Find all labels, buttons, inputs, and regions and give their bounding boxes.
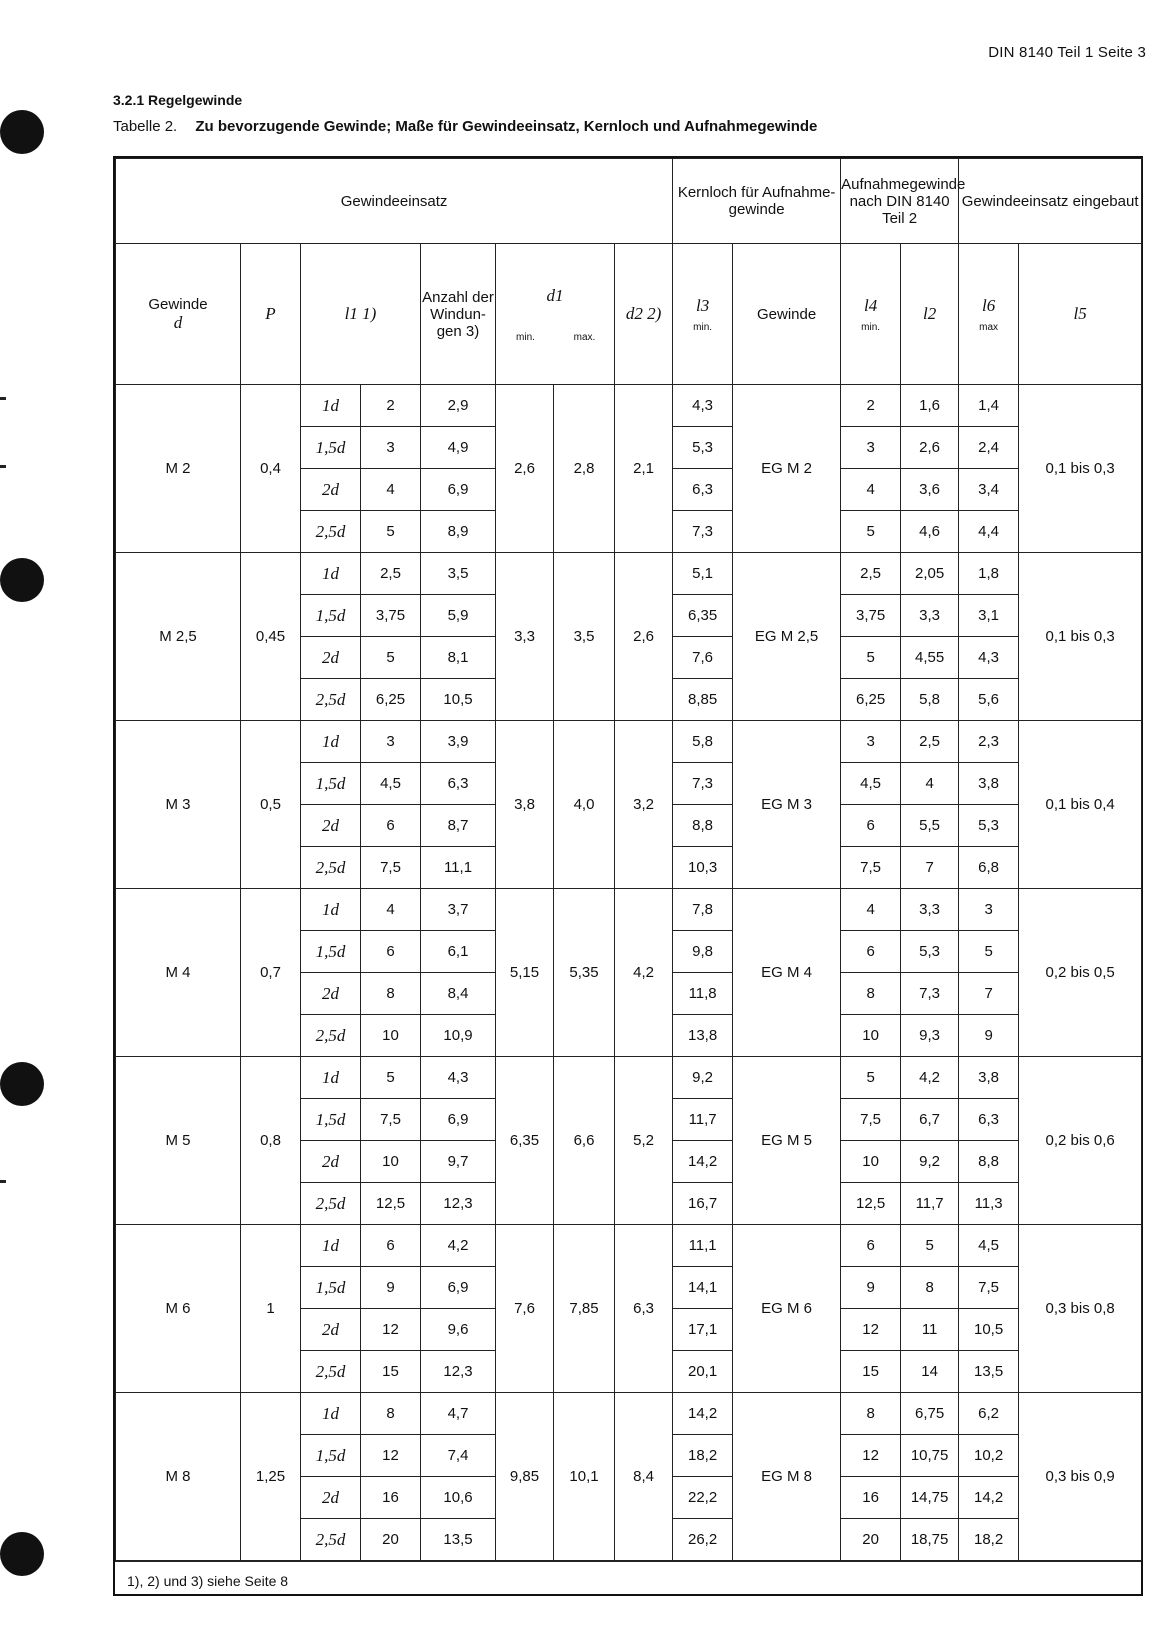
- l4-cell: 4,5: [841, 763, 901, 805]
- col-header-l2: l2: [901, 244, 959, 385]
- length-factor-cell: 2d: [301, 469, 361, 511]
- windungen-cell: 8,1: [421, 637, 496, 679]
- windungen-cell: 6,3: [421, 763, 496, 805]
- thread-size-cell: M 8: [116, 1393, 241, 1561]
- l6-cell: 13,5: [959, 1351, 1019, 1393]
- table-row: [116, 385, 1142, 427]
- thread-size-cell: M 2,5: [116, 553, 241, 721]
- l1-cell: 6: [361, 805, 421, 847]
- table-row: [116, 721, 1142, 763]
- col-header-gewinde: Gewinde d: [116, 244, 241, 385]
- l6-cell: 10,2: [959, 1435, 1019, 1477]
- d1-min-cell: 2,6: [496, 385, 554, 553]
- col-header-windungen: Anzahl der Windun-gen 3): [421, 244, 496, 385]
- l2-cell: 3,3: [901, 595, 959, 637]
- l1-cell: 15: [361, 1351, 421, 1393]
- length-factor-cell: 2d: [301, 1309, 361, 1351]
- windungen-cell: 8,7: [421, 805, 496, 847]
- windungen-cell: 6,1: [421, 931, 496, 973]
- l3-cell: 7,3: [673, 763, 733, 805]
- l4-cell: 15: [841, 1351, 901, 1393]
- windungen-cell: 7,4: [421, 1435, 496, 1477]
- l2-cell: 7: [901, 847, 959, 889]
- l1-cell: 4: [361, 469, 421, 511]
- windungen-cell: 12,3: [421, 1183, 496, 1225]
- l2-cell: 4,55: [901, 637, 959, 679]
- d1-max-cell: 6,6: [554, 1057, 615, 1225]
- l6-cell: 3,8: [959, 1057, 1019, 1099]
- l2-cell: 3,3: [901, 889, 959, 931]
- table-row: [116, 1225, 1142, 1267]
- windungen-cell: 4,3: [421, 1057, 496, 1099]
- d2-cell: 8,4: [615, 1393, 673, 1561]
- d2-cell: 2,1: [615, 385, 673, 553]
- d1-min-cell: 6,35: [496, 1057, 554, 1225]
- l4-cell: 3,75: [841, 595, 901, 637]
- l4-cell: 5: [841, 637, 901, 679]
- l3-cell: 10,3: [673, 847, 733, 889]
- l1-cell: 12: [361, 1435, 421, 1477]
- l6-cell: 5,3: [959, 805, 1019, 847]
- length-factor-cell: 2,5d: [301, 679, 361, 721]
- l6-cell: 5: [959, 931, 1019, 973]
- l4-cell: 5: [841, 1057, 901, 1099]
- receiving-thread-cell: EG M 5: [733, 1057, 841, 1225]
- l6-cell: 7,5: [959, 1267, 1019, 1309]
- table-row: [116, 889, 1142, 931]
- length-factor-cell: 1,5d: [301, 595, 361, 637]
- l1-cell: 2,5: [361, 553, 421, 595]
- l2-cell: 4,2: [901, 1057, 959, 1099]
- col-header-p: P: [241, 244, 301, 385]
- l4-cell: 20: [841, 1519, 901, 1561]
- d1-max-cell: 5,35: [554, 889, 615, 1057]
- col-header-l3: l3 min.: [673, 244, 733, 385]
- l6-cell: 3: [959, 889, 1019, 931]
- windungen-cell: 9,7: [421, 1141, 496, 1183]
- col-header-l1: l1 1): [301, 244, 421, 385]
- l1-cell: 4,5: [361, 763, 421, 805]
- windungen-cell: 3,9: [421, 721, 496, 763]
- l4-cell: 8: [841, 973, 901, 1015]
- l4-cell: 4: [841, 469, 901, 511]
- l1-cell: 16: [361, 1477, 421, 1519]
- l2-cell: 2,05: [901, 553, 959, 595]
- length-factor-cell: 2,5d: [301, 847, 361, 889]
- l5-cell: 0,2 bis 0,5: [1019, 889, 1142, 1057]
- windungen-cell: 8,4: [421, 973, 496, 1015]
- l5-cell: 0,1 bis 0,4: [1019, 721, 1142, 889]
- l6-cell: 11,3: [959, 1183, 1019, 1225]
- l3-cell: 11,8: [673, 973, 733, 1015]
- l1-cell: 10: [361, 1015, 421, 1057]
- l3-cell: 6,3: [673, 469, 733, 511]
- l4-cell: 10: [841, 1141, 901, 1183]
- l4-cell: 2,5: [841, 553, 901, 595]
- l3-cell: 6,35: [673, 595, 733, 637]
- l2-cell: 11,7: [901, 1183, 959, 1225]
- l4-cell: 6: [841, 1225, 901, 1267]
- d2-cell: 6,3: [615, 1225, 673, 1393]
- l3-cell: 13,8: [673, 1015, 733, 1057]
- l2-cell: 5,3: [901, 931, 959, 973]
- length-factor-cell: 1d: [301, 1393, 361, 1435]
- l2-cell: 6,7: [901, 1099, 959, 1141]
- margin-mark: [0, 397, 6, 400]
- length-factor-cell: 2d: [301, 973, 361, 1015]
- pitch-cell: 0,5: [241, 721, 301, 889]
- l6-cell: 8,8: [959, 1141, 1019, 1183]
- col-header-l5: l5: [1019, 244, 1142, 385]
- caption-title: Zu bevorzugende Gewinde; Maße für Gewindeeinsatz, Kernloch und Aufnahmegewinde: [195, 118, 818, 135]
- l6-cell: 3,1: [959, 595, 1019, 637]
- l1-cell: 2: [361, 385, 421, 427]
- receiving-thread-cell: EG M 2: [733, 385, 841, 553]
- windungen-cell: 10,5: [421, 679, 496, 721]
- punch-hole: [0, 110, 44, 154]
- length-factor-cell: 1,5d: [301, 763, 361, 805]
- windungen-cell: 11,1: [421, 847, 496, 889]
- thread-size-cell: M 5: [116, 1057, 241, 1225]
- l1-cell: 8: [361, 1393, 421, 1435]
- length-factor-cell: 2,5d: [301, 1351, 361, 1393]
- d2-cell: 3,2: [615, 721, 673, 889]
- l6-cell: 10,5: [959, 1309, 1019, 1351]
- punch-hole: [0, 558, 44, 602]
- pitch-cell: 0,8: [241, 1057, 301, 1225]
- l2-cell: 6,75: [901, 1393, 959, 1435]
- receiving-thread-cell: EG M 2,5: [733, 553, 841, 721]
- length-factor-cell: 1d: [301, 889, 361, 931]
- length-factor-cell: 2d: [301, 1141, 361, 1183]
- l1-cell: 12,5: [361, 1183, 421, 1225]
- length-factor-cell: 1d: [301, 721, 361, 763]
- l6-cell: 14,2: [959, 1477, 1019, 1519]
- l3-cell: 4,3: [673, 385, 733, 427]
- l1-cell: 6: [361, 1225, 421, 1267]
- l3-cell: 11,7: [673, 1099, 733, 1141]
- l2-cell: 18,75: [901, 1519, 959, 1561]
- l2-cell: 8: [901, 1267, 959, 1309]
- l4-cell: 5: [841, 511, 901, 553]
- l6-cell: 9: [959, 1015, 1019, 1057]
- l3-cell: 16,7: [673, 1183, 733, 1225]
- col-header-l6: l6 max: [959, 244, 1019, 385]
- table-row: [116, 1393, 1142, 1435]
- l4-cell: 9: [841, 1267, 901, 1309]
- l2-cell: 11: [901, 1309, 959, 1351]
- l1-cell: 6: [361, 931, 421, 973]
- receiving-thread-cell: EG M 6: [733, 1225, 841, 1393]
- pitch-cell: 0,4: [241, 385, 301, 553]
- windungen-cell: 10,6: [421, 1477, 496, 1519]
- windungen-cell: 9,6: [421, 1309, 496, 1351]
- length-factor-cell: 2d: [301, 637, 361, 679]
- l6-cell: 5,6: [959, 679, 1019, 721]
- l1-cell: 4: [361, 889, 421, 931]
- l6-cell: 4,4: [959, 511, 1019, 553]
- l4-cell: 4: [841, 889, 901, 931]
- l1-cell: 20: [361, 1519, 421, 1561]
- l3-cell: 9,8: [673, 931, 733, 973]
- l3-cell: 11,1: [673, 1225, 733, 1267]
- l4-cell: 7,5: [841, 847, 901, 889]
- length-factor-cell: 1d: [301, 553, 361, 595]
- l4-cell: 6: [841, 805, 901, 847]
- l2-cell: 2,6: [901, 427, 959, 469]
- receiving-thread-cell: EG M 4: [733, 889, 841, 1057]
- l2-cell: 3,6: [901, 469, 959, 511]
- l1-cell: 12: [361, 1309, 421, 1351]
- length-factor-cell: 1,5d: [301, 1435, 361, 1477]
- length-factor-cell: 1,5d: [301, 1099, 361, 1141]
- d1-max-cell: 3,5: [554, 553, 615, 721]
- l4-cell: 6,25: [841, 679, 901, 721]
- l4-cell: 8: [841, 1393, 901, 1435]
- l3-cell: 26,2: [673, 1519, 733, 1561]
- l6-cell: 4,3: [959, 637, 1019, 679]
- windungen-cell: 2,9: [421, 385, 496, 427]
- data-table-frame: [113, 156, 1143, 1596]
- l2-cell: 4: [901, 763, 959, 805]
- l4-cell: 6: [841, 931, 901, 973]
- l6-cell: 1,4: [959, 385, 1019, 427]
- l6-cell: 6,2: [959, 1393, 1019, 1435]
- length-factor-cell: 1d: [301, 1057, 361, 1099]
- length-factor-cell: 2,5d: [301, 1519, 361, 1561]
- d1-max-cell: 10,1: [554, 1393, 615, 1561]
- windungen-cell: 8,9: [421, 511, 496, 553]
- l3-cell: 17,1: [673, 1309, 733, 1351]
- l1-cell: 10: [361, 1141, 421, 1183]
- margin-mark: [0, 1180, 6, 1183]
- length-factor-cell: 1,5d: [301, 931, 361, 973]
- col-header-gewinde2: Gewinde: [733, 244, 841, 385]
- l6-cell: 6,3: [959, 1099, 1019, 1141]
- d2-cell: 5,2: [615, 1057, 673, 1225]
- d1-max-cell: 7,85: [554, 1225, 615, 1393]
- l2-cell: 9,3: [901, 1015, 959, 1057]
- pitch-cell: 1,25: [241, 1393, 301, 1561]
- l4-cell: 7,5: [841, 1099, 901, 1141]
- d1-min-cell: 5,15: [496, 889, 554, 1057]
- l1-cell: 9: [361, 1267, 421, 1309]
- l5-cell: 0,1 bis 0,3: [1019, 385, 1142, 553]
- length-factor-cell: 2,5d: [301, 1183, 361, 1225]
- windungen-cell: 4,2: [421, 1225, 496, 1267]
- thread-size-cell: M 2: [116, 385, 241, 553]
- length-factor-cell: 2d: [301, 805, 361, 847]
- l1-cell: 7,5: [361, 847, 421, 889]
- group-header-gewindeeinsatz: Gewindeeinsatz: [116, 159, 673, 244]
- windungen-cell: 13,5: [421, 1519, 496, 1561]
- section-title: 3.2.1 Regelgewinde: [113, 92, 243, 108]
- length-factor-cell: 2,5d: [301, 511, 361, 553]
- l2-cell: 14: [901, 1351, 959, 1393]
- l2-cell: 4,6: [901, 511, 959, 553]
- l6-cell: 3,4: [959, 469, 1019, 511]
- receiving-thread-cell: EG M 3: [733, 721, 841, 889]
- l4-cell: 12,5: [841, 1183, 901, 1225]
- l6-cell: 18,2: [959, 1519, 1019, 1561]
- l5-cell: 0,1 bis 0,3: [1019, 553, 1142, 721]
- windungen-cell: 10,9: [421, 1015, 496, 1057]
- l4-cell: 2: [841, 385, 901, 427]
- page-header: DIN 8140 Teil 1 Seite 3: [988, 44, 1146, 61]
- caption-label: Tabelle 2.: [113, 118, 178, 135]
- col-header-d1: d1 min. max.: [496, 244, 615, 385]
- length-factor-cell: 1,5d: [301, 1267, 361, 1309]
- group-header-kernloch: Kernloch für Aufnahme-gewinde: [673, 159, 841, 244]
- l2-cell: 10,75: [901, 1435, 959, 1477]
- l3-cell: 8,8: [673, 805, 733, 847]
- l6-cell: 6,8: [959, 847, 1019, 889]
- l3-cell: 5,3: [673, 427, 733, 469]
- l6-cell: 4,5: [959, 1225, 1019, 1267]
- l2-cell: 5,5: [901, 805, 959, 847]
- margin-mark: [0, 465, 6, 468]
- windungen-cell: 4,7: [421, 1393, 496, 1435]
- data-table: [115, 158, 1142, 1561]
- d1-max-cell: 2,8: [554, 385, 615, 553]
- l3-cell: 14,2: [673, 1393, 733, 1435]
- l6-cell: 2,4: [959, 427, 1019, 469]
- l1-cell: 3,75: [361, 595, 421, 637]
- windungen-cell: 6,9: [421, 469, 496, 511]
- l3-cell: 8,85: [673, 679, 733, 721]
- punch-hole: [0, 1062, 44, 1106]
- windungen-cell: 3,7: [421, 889, 496, 931]
- l2-cell: 7,3: [901, 973, 959, 1015]
- group-header-aufnahmegewinde: Aufnahmegewinde nach DIN 8140 Teil 2: [841, 159, 959, 244]
- l4-cell: 12: [841, 1309, 901, 1351]
- table-row: [116, 1057, 1142, 1099]
- l3-cell: 5,8: [673, 721, 733, 763]
- l2-cell: 9,2: [901, 1141, 959, 1183]
- windungen-cell: 6,9: [421, 1267, 496, 1309]
- l1-cell: 3: [361, 721, 421, 763]
- l1-cell: 5: [361, 511, 421, 553]
- l2-cell: 14,75: [901, 1477, 959, 1519]
- d2-cell: 2,6: [615, 553, 673, 721]
- length-factor-cell: 1,5d: [301, 427, 361, 469]
- d1-min-cell: 7,6: [496, 1225, 554, 1393]
- l2-cell: 2,5: [901, 721, 959, 763]
- thread-size-cell: M 4: [116, 889, 241, 1057]
- length-factor-cell: 1d: [301, 385, 361, 427]
- pitch-cell: 0,45: [241, 553, 301, 721]
- l2-cell: 5,8: [901, 679, 959, 721]
- d1-min-cell: 3,3: [496, 553, 554, 721]
- windungen-cell: 12,3: [421, 1351, 496, 1393]
- l3-cell: 22,2: [673, 1477, 733, 1519]
- l3-cell: 14,1: [673, 1267, 733, 1309]
- l1-cell: 6,25: [361, 679, 421, 721]
- length-factor-cell: 1d: [301, 1225, 361, 1267]
- thread-size-cell: M 6: [116, 1225, 241, 1393]
- l1-cell: 5: [361, 1057, 421, 1099]
- l2-cell: 1,6: [901, 385, 959, 427]
- l1-cell: 7,5: [361, 1099, 421, 1141]
- l3-cell: 18,2: [673, 1435, 733, 1477]
- l3-cell: 7,6: [673, 637, 733, 679]
- table-row: [116, 553, 1142, 595]
- d2-cell: 4,2: [615, 889, 673, 1057]
- l4-cell: 3: [841, 427, 901, 469]
- l3-cell: 7,3: [673, 511, 733, 553]
- pitch-cell: 1: [241, 1225, 301, 1393]
- receiving-thread-cell: EG M 8: [733, 1393, 841, 1561]
- d1-max-cell: 4,0: [554, 721, 615, 889]
- group-header-eingebaut: Gewindeeinsatz eingebaut: [959, 159, 1142, 244]
- l3-cell: 20,1: [673, 1351, 733, 1393]
- l4-cell: 3: [841, 721, 901, 763]
- l1-cell: 5: [361, 637, 421, 679]
- l4-cell: 16: [841, 1477, 901, 1519]
- windungen-cell: 3,5: [421, 553, 496, 595]
- windungen-cell: 5,9: [421, 595, 496, 637]
- l6-cell: 7: [959, 973, 1019, 1015]
- l1-cell: 8: [361, 973, 421, 1015]
- l5-cell: 0,3 bis 0,9: [1019, 1393, 1142, 1561]
- thread-size-cell: M 3: [116, 721, 241, 889]
- l3-cell: 5,1: [673, 553, 733, 595]
- length-factor-cell: 2,5d: [301, 1015, 361, 1057]
- l4-cell: 10: [841, 1015, 901, 1057]
- footnote: 1), 2) und 3) siehe Seite 8: [115, 1561, 1141, 1600]
- l6-cell: 2,3: [959, 721, 1019, 763]
- col-header-d2: d2 2): [615, 244, 673, 385]
- l1-cell: 3: [361, 427, 421, 469]
- punch-hole: [0, 1532, 44, 1576]
- l6-cell: 3,8: [959, 763, 1019, 805]
- windungen-cell: 6,9: [421, 1099, 496, 1141]
- pitch-cell: 0,7: [241, 889, 301, 1057]
- length-factor-cell: 2d: [301, 1477, 361, 1519]
- table-caption: [113, 118, 817, 135]
- d1-min-cell: 3,8: [496, 721, 554, 889]
- l4-cell: 12: [841, 1435, 901, 1477]
- windungen-cell: 4,9: [421, 427, 496, 469]
- l5-cell: 0,3 bis 0,8: [1019, 1225, 1142, 1393]
- l5-cell: 0,2 bis 0,6: [1019, 1057, 1142, 1225]
- l2-cell: 5: [901, 1225, 959, 1267]
- l3-cell: 9,2: [673, 1057, 733, 1099]
- col-header-l4: l4 min.: [841, 244, 901, 385]
- l3-cell: 14,2: [673, 1141, 733, 1183]
- l3-cell: 7,8: [673, 889, 733, 931]
- l6-cell: 1,8: [959, 553, 1019, 595]
- d1-min-cell: 9,85: [496, 1393, 554, 1561]
